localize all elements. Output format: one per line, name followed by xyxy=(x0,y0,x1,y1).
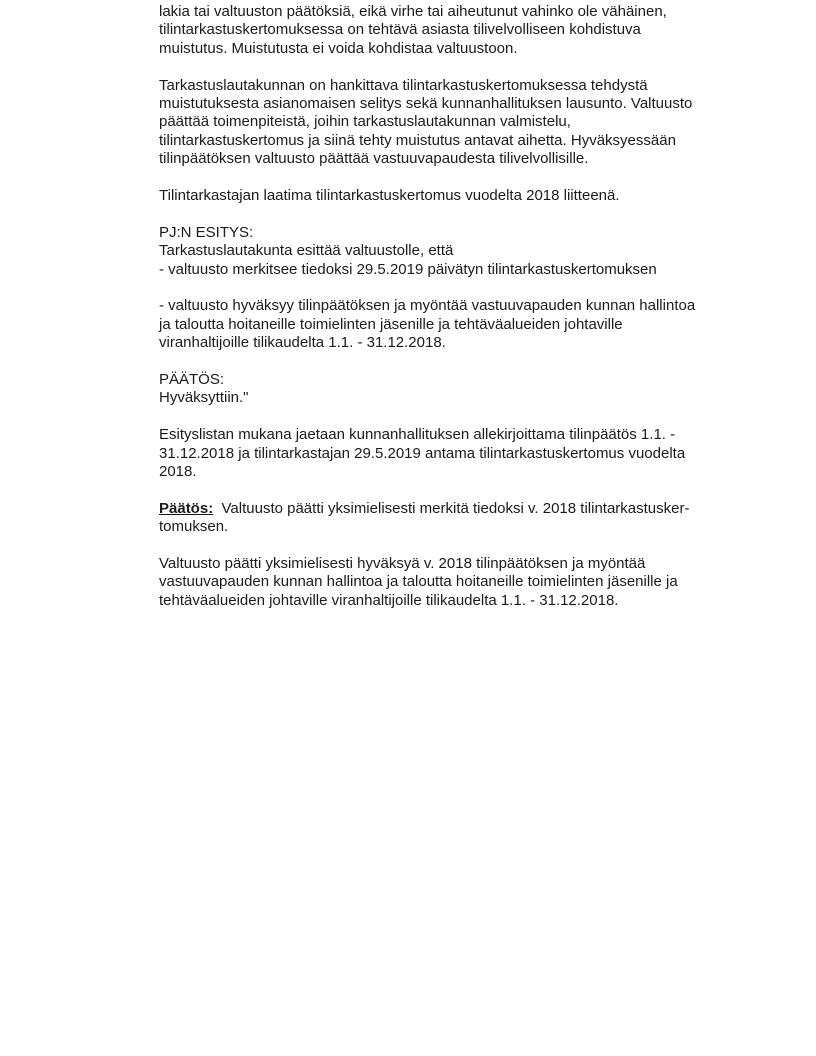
muistutus-paragraph xyxy=(159,3,769,58)
text-line: tehtäväalueiden johtaville viranhaltijoille tilikaudelta 1.1. - 31.12.2018. xyxy=(159,591,619,609)
liite-paragraph xyxy=(159,187,769,205)
text-line: Tilintarkastajan laatima tilintarkastuskertomus vuodelta 2018 liitteenä. xyxy=(159,187,620,205)
text-block xyxy=(159,3,769,629)
text-line: - valtuusto hyväksyy tilinpäätöksen ja myöntää vastuuvapauden kunnan hallintoa xyxy=(159,297,696,315)
text-line: vastuuvapauden kunnan hallintoa ja taloutta hoitaneille toimielinten jäsenille ja xyxy=(159,573,678,591)
text-line: PJ:N ESITYS: xyxy=(159,223,254,241)
tarkastuslautakunta-paragraph xyxy=(159,77,769,169)
text-line: viranhaltijoille tilikaudelta 1.1. - 31.12.2018. xyxy=(159,334,446,352)
text-line: tilinpäätöksen valtuusto päättää vastuuvapaudesta tilivelvollisille. xyxy=(159,150,589,168)
esityslista-paragraph xyxy=(159,426,769,481)
text-line: 2018. xyxy=(159,463,197,481)
paatos-valtuusto-jatko-paragraph xyxy=(159,555,769,610)
text-line: - valtuusto merkitsee tiedoksi 29.5.2019 päivätyn tilintarkastuskertomuksen xyxy=(159,260,657,278)
text-line: Päätös: Valtuusto päätti yksimielisesti merkitä tiedoksi v. 2018 tilintarkastusker- xyxy=(159,499,690,517)
text-line: lakia tai valtuuston päätöksiä, eikä virhe tai aiheutunut vahinko ole vähäinen, xyxy=(159,3,667,20)
text-line: Tarkastuslautakunta esittää valtuustolle, että xyxy=(159,242,454,260)
paatos-lautakunta-paragraph xyxy=(159,371,769,408)
decision-lead-label: Päätös: xyxy=(159,499,214,517)
text-line: tomuksen. xyxy=(159,518,229,536)
text-line: ja taloutta hoitaneille toimielinten jäsenille ja tehtäväalueiden johtaville xyxy=(159,315,623,333)
text-line: muistutuksesta asianomaisen selitys sekä kunnanhallituksen lausunto. Valtuusto xyxy=(159,95,693,113)
text-line: päättää toimenpiteistä, joihin tarkastuslautakunnan valmistelu, xyxy=(159,113,571,131)
text-line: Valtuusto päätti yksimielisesti hyväksyä v. 2018 tilinpäätöksen ja myöntää xyxy=(159,555,646,573)
text-line: tilintarkastuskertomus ja siinä tehty muistutus antavat aihetta. Hyväksyessään xyxy=(159,131,676,149)
text-line: 31.12.2018 ja tilintarkastajan 29.5.2019 antama tilintarkastuskertomus vuodelta xyxy=(159,444,686,462)
text-line: tilintarkastuskertomuksessa on tehtävä asiasta tilivelvolliseen kohdistuva xyxy=(159,21,641,39)
esitys-jatko-paragraph xyxy=(159,297,769,352)
text-line: Tarkastuslautakunnan on hankittava tilintarkastuskertomuksessa tehdystä xyxy=(159,76,648,94)
text-line: Hyväksyttiin." xyxy=(159,389,249,407)
paatos-valtuusto-paragraph xyxy=(159,500,769,537)
pjn-esitys-paragraph xyxy=(159,224,769,279)
text-line: Esityslistan mukana jaetaan kunnanhallituksen allekirjoittama tilinpäätös 1.1. - xyxy=(159,426,676,444)
text-line: muistutus. Muistutusta ei voida kohdistaa valtuustoon. xyxy=(159,39,518,57)
text-line: PÄÄTÖS: xyxy=(159,371,225,389)
